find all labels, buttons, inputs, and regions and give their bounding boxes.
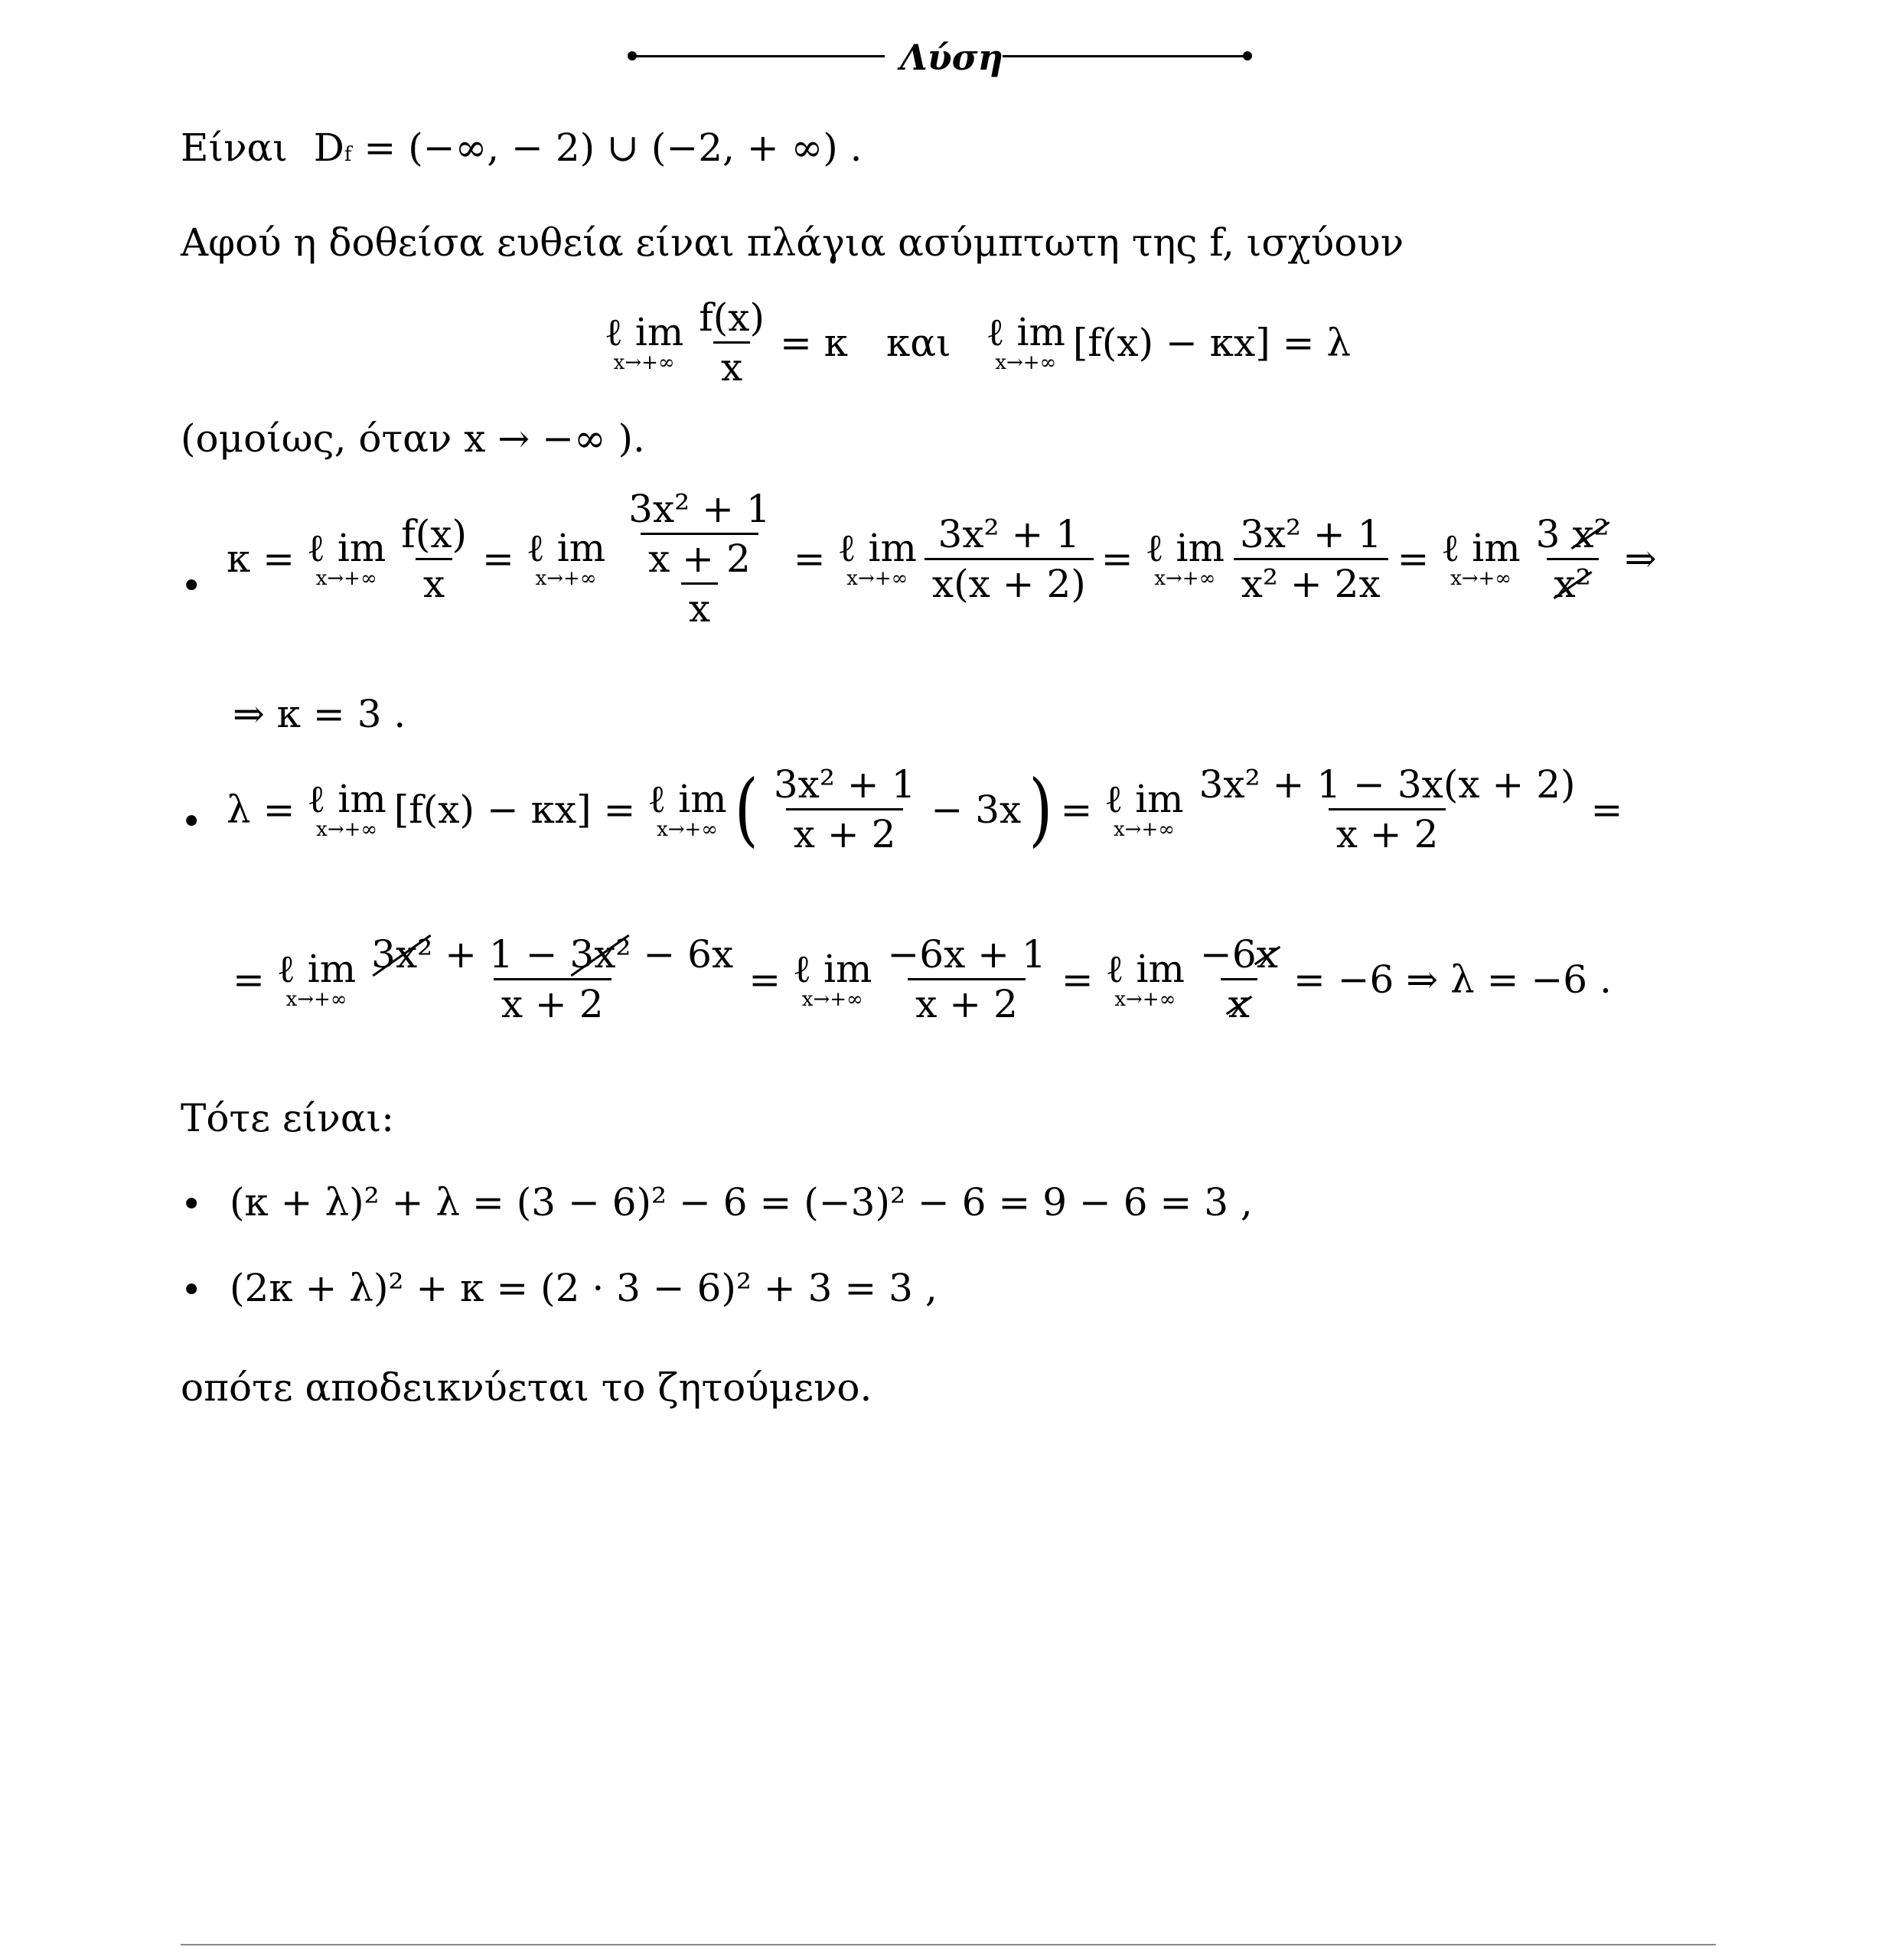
equals: = <box>1590 787 1623 832</box>
denominator: x + 2 <box>786 808 904 853</box>
numerator: 3x² + 1 − 3x(x + 2) <box>1198 762 1576 807</box>
lim-word: ℓ im <box>1441 526 1521 570</box>
lambda-start: λ = <box>227 787 295 832</box>
equals-kappa: = κ <box>779 320 849 365</box>
fraction <box>1192 762 1583 856</box>
cancelled-term: x² <box>1572 511 1609 556</box>
fraction <box>766 762 924 856</box>
lim-sub: x→+∞ <box>1114 987 1176 1011</box>
denominator: x <box>681 582 718 628</box>
lim-sub: x→+∞ <box>285 987 347 1011</box>
kai-word: και <box>886 320 951 365</box>
cancelled-term: x <box>1256 932 1278 977</box>
cancelled-term: x² <box>1554 561 1591 606</box>
lim-word: ℓ im <box>1105 946 1185 991</box>
lim-sub: x→+∞ <box>995 351 1057 374</box>
kappa-result: ⇒ κ = 3 . <box>233 692 406 736</box>
numerator <box>1528 511 1617 558</box>
lim-word: ℓ im <box>1145 526 1225 570</box>
minus-3x: − 3x <box>931 787 1022 832</box>
kappa-derivation <box>227 487 1665 631</box>
lim-operator <box>1441 526 1521 590</box>
heading-rule-right <box>1003 55 1247 57</box>
fraction-cancelled <box>364 932 741 1026</box>
heading-rule-left <box>632 55 885 57</box>
equals: = <box>793 536 826 581</box>
coefficient: −6 <box>1199 932 1257 977</box>
lim-sub: x→+∞ <box>613 351 675 374</box>
lim-sub: x→+∞ <box>657 817 718 841</box>
lim-word: ℓ im <box>605 309 684 354</box>
numerator: f(x) <box>699 295 765 340</box>
fraction-cancelled <box>1192 932 1286 1026</box>
equals: = <box>1101 536 1133 581</box>
lambda-continuation <box>233 932 1619 1026</box>
then-text: Τότε είναι: <box>181 1096 395 1140</box>
lim-word: ℓ im <box>793 946 872 991</box>
lim-operator <box>276 946 357 1011</box>
lim-word: ℓ im <box>837 526 917 570</box>
equals: = <box>482 536 514 581</box>
denominator: x + 2 <box>908 978 1026 1023</box>
second-limit-expression: [f(x) − κx] = λ <box>1072 320 1352 365</box>
equals: = <box>1397 536 1430 581</box>
cancelled-term: 3x² <box>569 932 631 977</box>
denominator <box>1547 558 1599 606</box>
lim-operator <box>647 776 727 841</box>
lim-sub: x→+∞ <box>846 567 908 590</box>
limits-formula <box>600 295 1358 390</box>
domain-line <box>181 126 863 170</box>
heading-dot-right <box>1243 51 1252 60</box>
lim-word: ℓ im <box>276 946 357 991</box>
equals: = <box>1060 787 1093 832</box>
numerator <box>364 932 741 978</box>
domain-prefix: Είναι <box>181 126 288 170</box>
equals: = <box>1061 957 1094 1002</box>
numerator: 3x² + 1 <box>938 511 1081 556</box>
close-paren: ) <box>1029 762 1053 856</box>
lim-operator <box>605 309 684 374</box>
lim-operator <box>793 946 872 1011</box>
lim-word: ℓ im <box>647 776 727 821</box>
lim-sub: x→+∞ <box>315 567 377 590</box>
lim-word: ℓ im <box>307 776 386 821</box>
numerator: 3x² + 1 <box>628 487 771 531</box>
fraction-fx-over-x <box>691 295 772 390</box>
implies-arrow: ⇒ <box>1624 536 1657 581</box>
footer-rule <box>181 1944 1716 1945</box>
lim-word: ℓ im <box>307 526 386 570</box>
domain-sub: f <box>344 143 352 166</box>
lim-operator <box>307 526 386 590</box>
lambda-derivation <box>227 762 1630 856</box>
kappa-start: κ = <box>227 536 295 581</box>
cancelled-term: x <box>1228 982 1250 1026</box>
denominator: x(x + 2) <box>925 558 1094 603</box>
lim-operator <box>1145 526 1225 590</box>
lim-word: ℓ im <box>526 526 606 570</box>
equals: = <box>233 957 265 1002</box>
lim-sub: x→+∞ <box>1450 567 1512 590</box>
denominator: x + 2 <box>641 533 758 578</box>
fraction-cancelled <box>1528 511 1617 606</box>
cancelled-term: 3x² <box>371 932 433 977</box>
fraction <box>393 511 475 606</box>
numerator <box>1192 932 1286 978</box>
denominator: x <box>416 558 452 603</box>
lim-operator <box>307 776 386 841</box>
lim-sub: x→+∞ <box>801 987 863 1011</box>
lim-operator <box>526 526 606 590</box>
numerator: 3x² + 1 <box>1239 511 1382 556</box>
domain-value: = (−∞, − 2) ∪ (−2, + ∞) . <box>364 126 863 170</box>
heading-title: Λύση <box>900 37 1003 78</box>
bullet-kappa: • <box>181 565 203 608</box>
lim-sub: x→+∞ <box>316 817 378 841</box>
term: − 6x <box>643 932 734 977</box>
numerator: 3x² + 1 <box>773 762 916 807</box>
bullet-1-text: (κ + λ)² + λ = (3 − 6)² − 6 = (−3)² − 6 = 9 − 6 = 3 , <box>230 1180 1253 1225</box>
fraction <box>621 487 778 581</box>
fraction <box>925 511 1094 606</box>
lim-operator <box>837 526 917 590</box>
similarly-text: (ομοίως, όταν x → −∞ ). <box>181 416 645 461</box>
compound-fraction <box>613 487 786 631</box>
lim-word: ℓ im <box>986 309 1065 354</box>
heading-dot-left <box>628 51 637 60</box>
fraction <box>1232 511 1390 606</box>
inner-fraction <box>613 487 786 582</box>
bullet-1: • <box>181 1183 203 1226</box>
lim-sub: x→+∞ <box>1114 817 1175 841</box>
lim-sub: x→+∞ <box>535 567 597 590</box>
lim-operator <box>986 309 1065 374</box>
denominator: x <box>713 341 750 386</box>
lim-operator <box>1104 776 1184 841</box>
denominator: x + 2 <box>494 978 611 1023</box>
coefficient: 3 <box>1535 511 1560 556</box>
equals: = <box>748 957 781 1002</box>
denominator: x² + 2x <box>1234 558 1388 603</box>
domain-symbol: D <box>313 126 344 170</box>
asymptote-text: Αφού η δοθείσα ευθεία είναι πλάγια ασύμπτωτη της f, ισχύουν <box>181 220 1404 265</box>
lambda-result: = −6 ⇒ λ = −6 . <box>1293 957 1612 1002</box>
bullet-2-text: (2κ + λ)² + κ = (2 · 3 − 6)² + 3 = 3 , <box>230 1266 938 1310</box>
bullet-2: • <box>181 1269 203 1312</box>
fraction <box>879 932 1053 1026</box>
bracket-expression: [f(x) − κx] = <box>393 787 636 832</box>
denominator: x + 2 <box>1329 808 1446 853</box>
conclusion-text: οπότε αποδεικνύεται το ζητούμενο. <box>181 1365 872 1410</box>
denominator <box>1221 978 1257 1026</box>
open-paren: ( <box>734 762 758 856</box>
term: + 1 − <box>445 932 558 977</box>
lim-operator <box>1105 946 1185 1011</box>
numerator: f(x) <box>401 511 468 556</box>
bullet-lambda: • <box>181 801 203 843</box>
numerator: −6x + 1 <box>887 932 1046 977</box>
lim-sub: x→+∞ <box>1154 567 1216 590</box>
lim-word: ℓ im <box>1104 776 1184 821</box>
